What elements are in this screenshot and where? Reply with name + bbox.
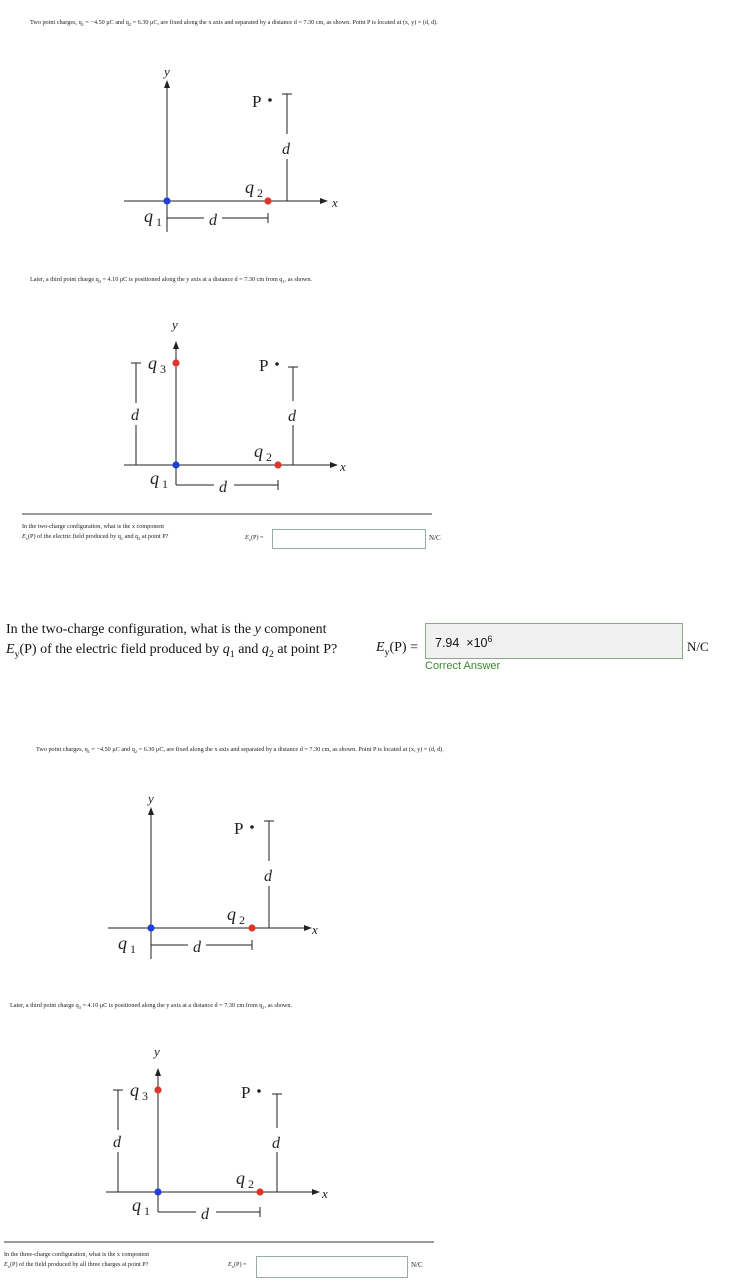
- svg-text:3: 3: [142, 1089, 148, 1103]
- svg-text:x: x: [340, 459, 346, 474]
- svg-text:x: x: [322, 1186, 328, 1201]
- question-c-unit: N/C: [411, 1261, 423, 1269]
- point-p: [268, 98, 272, 102]
- svg-text:d: d: [131, 407, 139, 424]
- question-a-label: $E_x(P)$ =: [245, 534, 264, 543]
- question-a-unit: N/C: [429, 534, 441, 542]
- svg-text:q: q: [132, 1195, 141, 1215]
- question-c-label: $E_x(P)$ =: [228, 1261, 247, 1270]
- question-a-input[interactable]: [272, 529, 426, 549]
- problem2-later-text: Later, a third point charge $q_3 = 4.10$ μC is positioned along the y axis at a distance d = 7.30 cm from $q_1$, as shown.: [10, 1002, 293, 1011]
- question-c-text: In the three-charge configuration, what is the x component $E_x(P)$ of the field produced by all three charges at point P?: [4, 1251, 150, 1270]
- svg-text:P: P: [252, 92, 262, 111]
- svg-text:P: P: [241, 1083, 251, 1102]
- svg-text:2: 2: [257, 186, 263, 200]
- q3-charge: [172, 359, 179, 366]
- svg-text:q: q: [130, 1080, 139, 1100]
- svg-text:d: d: [209, 212, 217, 229]
- svg-text:d: d: [219, 479, 227, 495]
- two-charge-diagram-1: [110, 62, 350, 242]
- svg-text:2: 2: [266, 450, 272, 464]
- svg-text:1: 1: [130, 942, 136, 956]
- question-b-answer-field[interactable]: [425, 623, 683, 659]
- svg-text:1: 1: [144, 1204, 150, 1218]
- answer-mantissa: 7.94: [435, 636, 460, 651]
- svg-text:d: d: [282, 141, 290, 158]
- problem1-later-text: Later, a third point charge $q_3 = 4.10$ μC is positioned along the y axis at a distance d = 7.30 cm from $q_1$, as shown.: [30, 276, 313, 285]
- svg-text:d: d: [193, 939, 201, 956]
- svg-text:2: 2: [248, 1177, 254, 1191]
- q1-charge: [163, 197, 170, 204]
- svg-text:y: y: [172, 317, 178, 332]
- svg-text:d: d: [288, 408, 296, 425]
- svg-text:P: P: [259, 356, 269, 375]
- svg-text:y: y: [148, 791, 154, 806]
- question-b-label: $E_y(P)$ =: [376, 640, 418, 658]
- three-charge-diagram-1: [110, 315, 360, 495]
- y-axis-label: y: [164, 64, 170, 79]
- svg-text:q: q: [148, 353, 157, 373]
- three-charge-diagram-2: [92, 1042, 342, 1222]
- correct-answer-status: Correct Answer: [425, 660, 501, 672]
- svg-text:x: x: [312, 922, 318, 937]
- question-b-text: In the two-charge configuration, what is the y component $E_y(P)$ of the electric field produced by $q_1$ and $q_2$ at point P?: [6, 622, 338, 660]
- svg-text:1: 1: [162, 477, 168, 491]
- answer-exponent: 6: [487, 634, 493, 644]
- svg-text:2: 2: [239, 913, 245, 927]
- divider-rule-1: [22, 513, 432, 515]
- svg-text:q: q: [150, 468, 159, 488]
- question-a-text: In the two-charge configuration, what is the x component $E_x(P)$ of the electric field produced by $q_1$ and $q_2$ at point P?: [22, 523, 169, 542]
- divider-rule-2: [4, 1241, 434, 1243]
- q2-charge: [264, 197, 271, 204]
- question-b-unit: N/C: [687, 639, 709, 654]
- svg-text:d: d: [201, 1206, 209, 1222]
- svg-text:q: q: [227, 904, 236, 924]
- problem1-intro: Two point charges, $q_1 = -4.50$ μC and $q_2 = 6.30$ μC, are fixed along the x axis and separated by a distance d = 7.30 cm, as shown. Point P is located at (x, y) = (d, d).: [30, 19, 438, 28]
- two-charge-diagram-2: [94, 789, 334, 969]
- svg-text:1: 1: [156, 215, 162, 229]
- svg-text:d: d: [272, 1135, 280, 1152]
- svg-text:P: P: [234, 819, 244, 838]
- svg-text:3: 3: [160, 362, 166, 376]
- x-axis-label: x: [332, 195, 338, 210]
- svg-text:q: q: [236, 1168, 245, 1188]
- svg-text:q: q: [254, 441, 263, 461]
- svg-text:q: q: [118, 933, 127, 953]
- svg-text:y: y: [154, 1044, 160, 1059]
- svg-text:d: d: [264, 868, 272, 885]
- question-c-input[interactable]: [256, 1256, 408, 1278]
- problem2-intro: Two point charges, $q_1 = -4.50$ μC and $q_2 = 6.30$ μC, are fixed along the x axis and separated by a distance d = 7.30 cm, as shown. Point P is located at (x, y) = (d, d).: [36, 746, 444, 755]
- svg-text:q: q: [245, 177, 254, 197]
- svg-text:q: q: [144, 206, 153, 226]
- answer-times: ×10: [466, 636, 488, 651]
- svg-text:d: d: [113, 1134, 121, 1151]
